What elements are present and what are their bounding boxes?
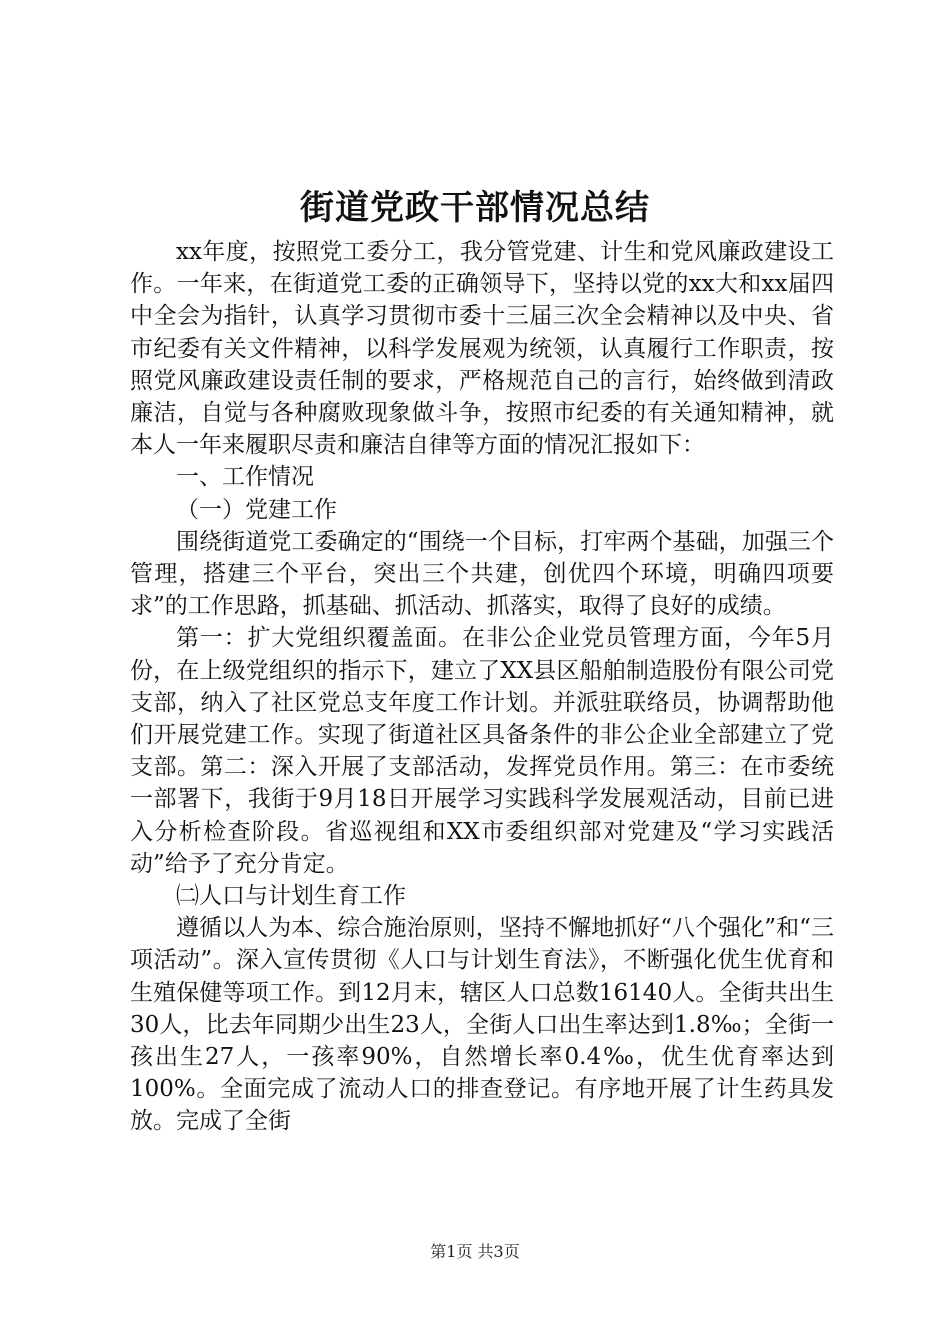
paragraph-party-building-approach: 围绕街道党工委确定的“围绕一个目标，打牢两个基础，加强三个管理，搭建三个平台，突出三个共建，创优四个环境，明确四项要求”的工作思路，抓基础、抓活动、抓落实，取得了良好的成绩。	[130, 528, 834, 620]
page-number-footer: 第1页 共3页	[430, 1242, 520, 1261]
paragraph-intro: xx年度，按照党工委分工，我分管党建、计生和党风廉政建设工作。一年来，在街道党工委的正确领导下，坚持以党的xx大和xx届四中全会为指针，认真学习贯彻市委十三届三次全会精神以及中央、省市纪委有关文件精神，以科学发展观为统领，认真履行工作职责，按照党风廉政建设责任制的要求，严格规范自己的言行，始终做到清政廉洁，自觉与各种腐败现象做斗争，按照市纪委的有关通知精神，就本人一年来履职尽责和廉洁自律等方面的情况汇报如下：	[130, 239, 834, 459]
paragraph-family-planning-details: 遵循以人为本、综合施治原则，坚持不懈地抓好“八个强化”和“三项活动”。深入宣传贯彻《人口与计划生育法》，不断强化优生优育和生殖保健等项工作。到12月末，辖区人口总数16140人。全街共出生30人，比去年同期少出生23人，全街人口出生率达到1.8‰；全街一孩出生27人，一孩率90%，自然增长率0.4‰，优生优育率达到100%。全面完成了流动人口的排查登记。有序地开展了计生药具发放。完成了全街	[130, 915, 834, 1135]
document-body	[130, 236, 834, 1138]
subsection-heading-family-planning: ㈡人口与计划生育工作	[176, 883, 406, 910]
paragraph-party-building-details: 第一：扩大党组织覆盖面。在非公企业党员管理方面，今年5月份，在上级党组织的指示下，建立了XX县区船舶制造股份有限公司党支部，纳入了社区党总支年度工作计划。并派驻联络员，协调帮助他们开展党建工作。实现了街道社区具备条件的非公企业全部建立了党支部。第二：深入开展了支部活动，发挥党员作用。第三：在市委统一部署下，我街于9月18日开展学习实践科学发展观活动，目前已进入分析检查阶段。省巡视组和XX市委组织部对党建及“学习实践活动”给予了充分肯定。	[130, 625, 834, 877]
section-heading-work-status: 一、工作情况	[176, 464, 314, 491]
document-title: 街道党政干部情况总结	[300, 188, 650, 228]
subsection-heading-party-building: （一）党建工作	[176, 496, 337, 523]
